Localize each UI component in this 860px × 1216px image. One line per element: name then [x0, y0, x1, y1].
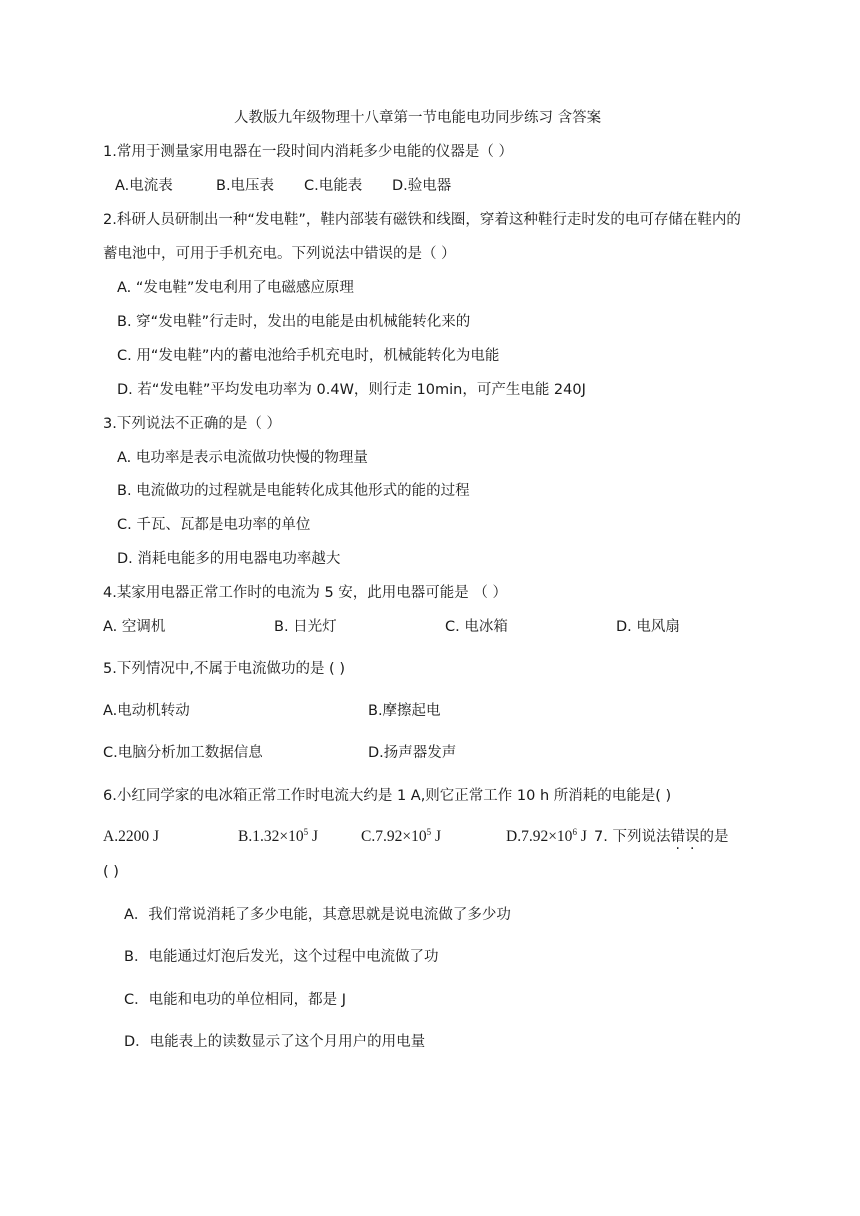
question-4-stem: 4.某家用电器正常工作时的电流为 5 安，此用电器可能是 （ ） — [103, 585, 507, 601]
question-6-option-c: $C.7.92\times 10^5$ J — [361, 827, 442, 845]
document-title: 人教版九年级物理十八章第一节电能电功同步练习 含答案 — [234, 110, 602, 126]
question-2-option-d: D. 若“发电鞋”平均发电功率为 0.4W，则行走 10min，可产生电能 240J — [117, 382, 586, 398]
question-6-option-d: $D.7.92\times 10^6$ J — [506, 827, 587, 845]
question-6-option-b: $B.1.32\times 10^5$ J — [238, 827, 319, 845]
question-5-option-a: A.电动机转动 — [103, 703, 190, 719]
question-3-stem: 3.下列说法不正确的是（ ） — [103, 416, 281, 432]
question-2-stem-line-1: 2.科研人员研制出一种“发电鞋”，鞋内部装有磁铁和线圈，穿着这种鞋行走时发的电可存储在鞋内的 — [103, 212, 741, 228]
question-5-stem: 5.下列情况中,不属于电流做功的是 ( ) — [103, 661, 345, 677]
question-5-option-c: C.电脑分析加工数据信息 — [103, 745, 263, 761]
question-1-option-b: B.电压表 — [216, 178, 275, 194]
question-2-option-c: C. 用“发电鞋”内的蓄电池给手机充电时，机械能转化为电能 — [117, 348, 500, 364]
question-7-option-a: A．我们常说消耗了多少电能，其意思就是说电流做了多少功 — [124, 907, 511, 923]
question-5-option-b: B.摩擦起电 — [368, 703, 441, 719]
question-6-option-a: A.2200 J — [103, 828, 159, 845]
question-1-option-c: C.电能表 — [304, 178, 363, 194]
question-7-option-c: C．电能和电功的单位相同，都是 J — [124, 992, 347, 1008]
question-7-option-b: B．电能通过灯泡后发光，这个过程中电流做了功 — [124, 949, 439, 965]
question-7-stem: 7. 下列说法错误的是 — [594, 829, 729, 845]
question-5-option-d: D.扬声器发声 — [368, 745, 457, 761]
question-3-option-c: C. 千瓦、瓦都是电功率的单位 — [117, 517, 311, 533]
question-2-stem-line-2: 蓄电池中，可用于手机充电。下列说法中错误的是（ ） — [103, 246, 456, 262]
question-6-stem: 6.小红同学家的电冰箱正常工作时电流大约是 1 A,则它正常工作 10 h 所消耗的电能是( ) — [103, 788, 672, 804]
question-4-option-c: C. 电冰箱 — [445, 619, 508, 635]
question-2-option-b: B. 穿“发电鞋”行走时，发出的电能是由机械能转化来的 — [117, 314, 471, 330]
question-7-answer-paren: ( ) — [103, 864, 119, 880]
emphasis-dot-cuo: 错 — [670, 829, 685, 845]
question-2-option-a: A. “发电鞋”发电利用了电磁感应原理 — [117, 280, 354, 296]
question-3-option-d: D. 消耗电能多的用电器电功率越大 — [117, 551, 341, 567]
question-4-option-b: B. 日光灯 — [274, 619, 337, 635]
emphasis-dot-wu: 误 — [684, 829, 700, 845]
question-4-option-d: D. 电风扇 — [616, 619, 680, 635]
question-3-option-b: B. 电流做功的过程就是电能转化成其他形式的能的过程 — [117, 483, 470, 499]
question-1-option-d: D.验电器 — [392, 178, 452, 194]
question-4-option-a: A. 空调机 — [103, 619, 166, 635]
question-3-option-a: A. 电功率是表示电流做功快慢的物理量 — [117, 450, 368, 466]
question-1-stem: 1.常用于测量家用电器在一段时间内消耗多少电能的仪器是（ ） — [103, 144, 513, 160]
question-7-option-d: D．电能表上的读数显示了这个月用户的用电量 — [124, 1034, 426, 1050]
question-1-option-a: A.电流表 — [115, 178, 173, 194]
